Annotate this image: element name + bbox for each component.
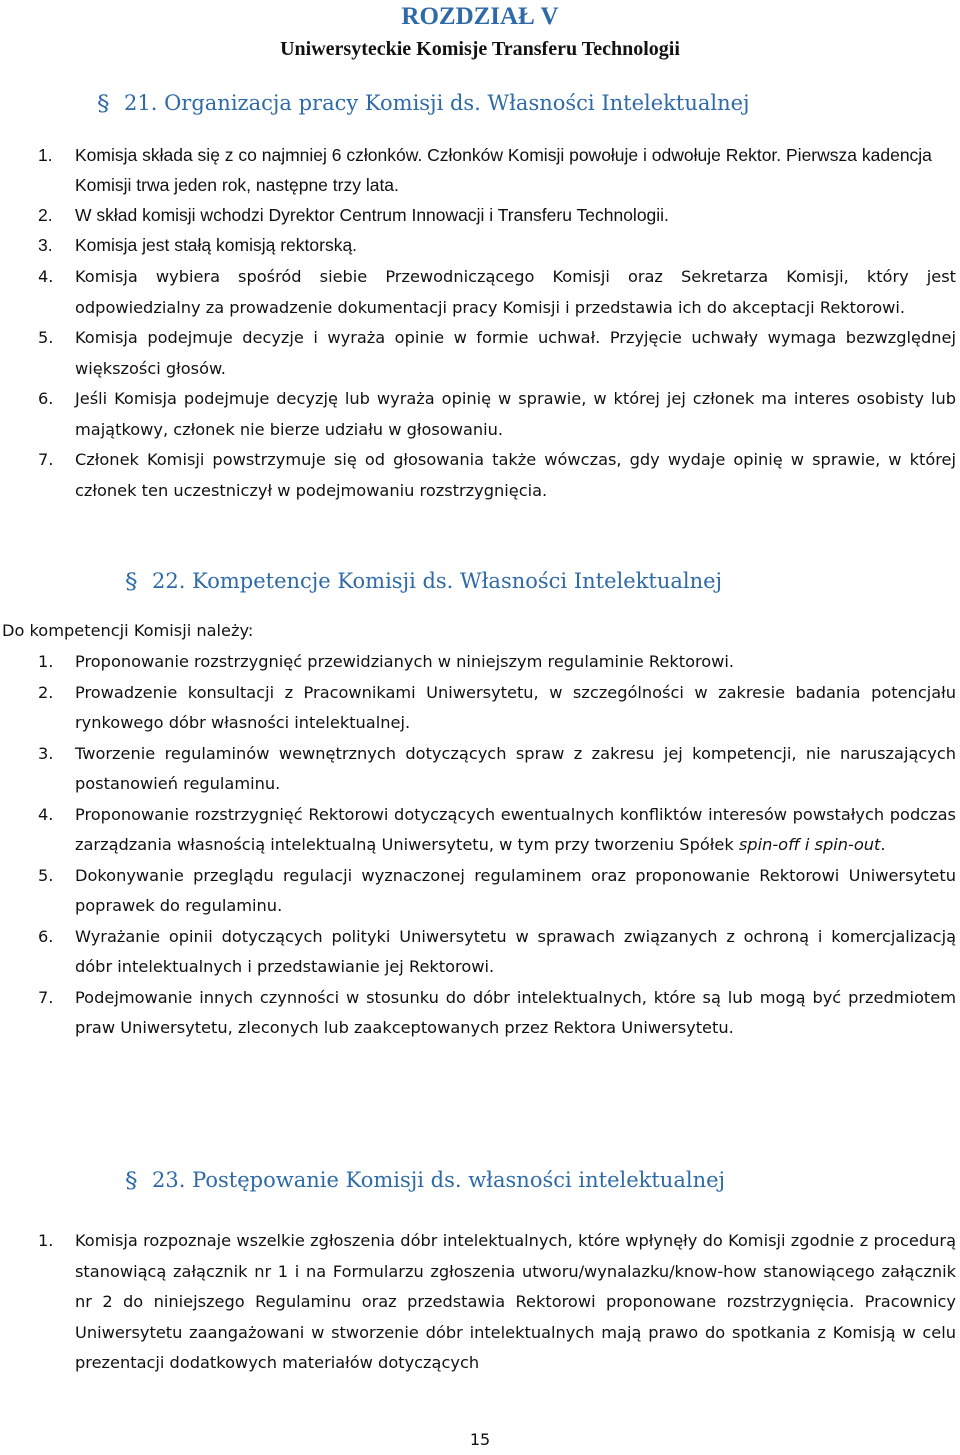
list-item: 2. Prowadzenie konsultacji z Pracownikami Uniwersytetu, w szczególności w zakresie badania potencjału rynkowego dóbr własności intelektualnej. [38,682,956,732]
paragraph-mark-icon: § [96,91,110,115]
section-heading-text: 21. Organizacja pracy Komisji ds. Własności Intelektualnej [124,91,750,115]
section-21-list-cont [38,262,956,506]
section-23-heading [126,1166,725,1194]
section-21-heading [98,89,750,117]
chapter-subtitle: Uniwersyteckie Komisje Transferu Technologii [280,38,680,60]
list-item: 1. Proponowanie rozstrzygnięć przewidzianych w niniejszym regulaminie Rektorowi. [38,652,735,671]
list-item: 6. Wyrażanie opinii dotyczących polityki Uniwersytetu w sprawach związanych z ochroną i komercjalizacją dóbr intelektualnych i przedstawianie jej Rektorowi. [38,926,956,976]
list-item: 7. Podejmowanie innych czynności w stosunku do dóbr intelektualnych, które są lub mogą być przedmiotem praw Uniwersytetu, zleconych lub zaakceptowanych przez Rektora Uniwersytetu. [38,987,956,1037]
section-heading-text: 22. Kompetencje Komisji ds. Własności Intelektualnej [152,569,723,593]
list-item: 6. Jeśli Komisja podejmuje decyzję lub wyraża opinię w sprawie, w której jej członek ma interes osobisty lub majątkowy, członek nie bierze udziału w głosowaniu. [38,389,956,439]
list-item: 3. Tworzenie regulaminów wewnętrznych dotyczących spraw z zakresu jej kompetencji, nie naruszających postanowień regulaminu. [38,743,956,793]
section-22-intro: Do kompetencji Komisji należy: [2,621,254,640]
list-item: 7. Członek Komisji powstrzymuje się od głosowania także wówczas, gdy wydaje opinię w sprawie, w której członek ten uczestniczył w podejmowaniu rozstrzygnięcia. [38,450,956,500]
list-item: 1. Komisja składa się z co najmniej 6 członków. Członków Komisji powołuje i odwołuje Rektor. Pierwsza kadencja Komisji trwa jeden rok, następne trzy lata. [38,145,932,195]
paragraph-mark-icon: § [124,569,138,593]
list-item: 5. Komisja podejmuje decyzje i wyraża opinie w formie uchwał. Przyjęcie uchwały wymaga bezwzględnej większości głosów. [38,328,956,378]
list-item: 4. Komisja wybiera spośród siebie Przewodniczącego Komisji oraz Sekretarza Komisji, który jest odpowiedzialny za prowadzenie dokumentacji pracy Komisji i przedstawia ich do akceptacji Rektorowi. [38,267,956,317]
italic-term: spin-off i spin-out [738,835,881,854]
list-item: 4. Proponowanie rozstrzygnięć Rektorowi dotyczących ewentualnych konfliktów interesów powstałych podczas zarządzania własnością intelektualną Uniwersytetu, w tym przy tworzeniu Spółek spin-off i spin-out. [38,804,956,854]
section-23-list [38,1226,956,1379]
list-item: 2. W skład komisji wchodzi Dyrektor Centrum Innowacji i Transferu Technologii. [38,205,669,225]
section-22-list [38,647,956,1044]
list-item: 5. Dokonywanie przeglądu regulacji wyznaczonej regulaminem oraz proponowanie Rektorowi Uniwersytetu poprawek do regulaminu. [38,865,956,915]
page-number: 15 [469,1430,491,1449]
section-22-heading [126,567,722,595]
section-heading-text: 23. Postępowanie Komisji ds. własności intelektualnej [152,1168,726,1192]
list-item: 1. Komisja rozpoznaje wszelkie zgłoszenia dóbr intelektualnych, które wpłynęły do Komisji zgodnie z procedurą stanowiącą załącznik nr 1 i na Formularzu zgłoszenia utworu/wynalazku/know-how stanowiącego załącznik nr 2 do niniejszego Regulaminu oraz przedstawia Rektorowi proponowane rozstrzygnięcia. Pracownicy Uniwersytetu zaangażowani w stworzenie dóbr intelektualnych mają prawo do spotkania z Komisją w celu prezentacji dodatkowych materiałów dotyczących [38,1231,956,1372]
chapter-title: ROZDZIAŁ V [401,3,559,30]
paragraph-mark-icon: § [124,1168,138,1192]
list-item: 3. Komisja jest stałą komisją rektorską. [38,235,358,255]
section-21-list [38,140,956,260]
